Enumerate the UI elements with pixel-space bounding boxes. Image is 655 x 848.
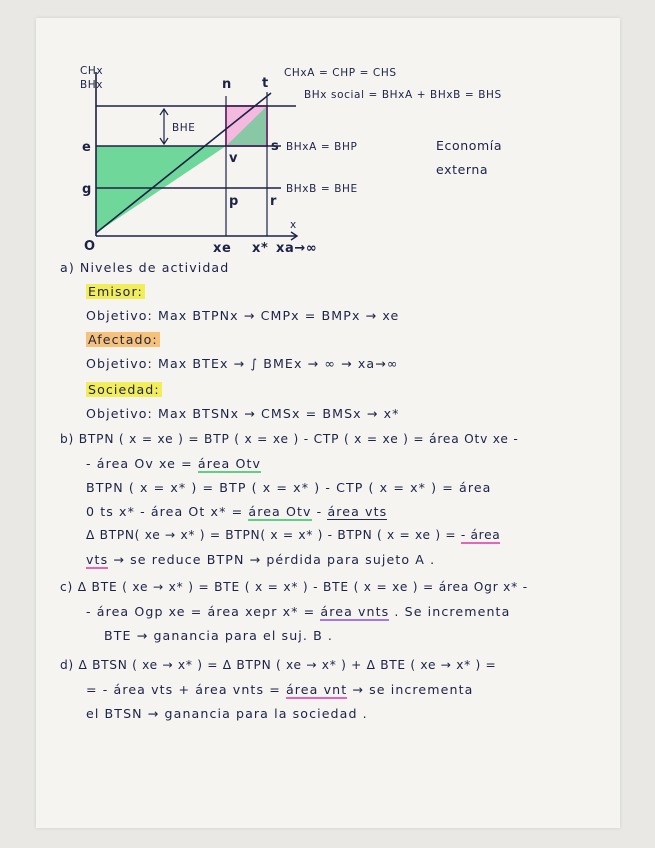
d-line2-text: = - área vts + área vnts = xyxy=(86,682,286,697)
x-tick-xstar: x* xyxy=(252,241,269,256)
d-line2-post: → se incrementa xyxy=(347,682,474,697)
section-b-line-4 xyxy=(86,504,387,519)
emisor-objective: Objetivo: Max BTPNx → CMPx = BMPx → xe xyxy=(86,308,400,323)
afectado-label-text: Afectado: xyxy=(88,332,158,347)
afectado-objective: Objetivo: Max BTEx → ∫ BMEx → ∞ → xa→∞ xyxy=(86,356,399,371)
b-line4-text: 0 ts x* - área Ot x* = xyxy=(86,504,249,519)
bhe-bracket-label: BHE xyxy=(172,122,196,134)
b-line4-mid: - xyxy=(311,504,328,519)
sociedad-objective: Objetivo: Max BTSNx → CMSx = BMSx → x* xyxy=(86,406,400,421)
section-c-line-2 xyxy=(86,604,510,619)
c-line2-post: . Se incrementa xyxy=(389,604,511,619)
section-b-line-2 xyxy=(86,456,261,471)
sociedad-label-text: Sociedad: xyxy=(88,382,160,397)
y-tick-e: e xyxy=(82,140,92,155)
section-c-line-3: BTE → ganancia para el suj. B . xyxy=(104,628,334,643)
point-s: s xyxy=(271,139,280,154)
line-label-top: CHxA = CHP = CHS xyxy=(284,67,397,79)
y-axis-label-2: BHx xyxy=(80,79,104,91)
afectado-label xyxy=(86,332,160,347)
point-n: n xyxy=(222,77,232,92)
section-b-line-3: BTPN ( x = x* ) = BTP ( x = x* ) - CTP ( x = x* ) = área xyxy=(86,480,492,495)
section-d-line-2 xyxy=(86,682,473,697)
point-p: p xyxy=(229,194,239,209)
sociedad-label xyxy=(86,382,162,397)
line-label-bhp: BHxA = BHP xyxy=(286,141,358,153)
notebook-page xyxy=(36,18,620,828)
emisor-label-text: Emisor: xyxy=(88,284,143,299)
c-line2-highlight: área vnts xyxy=(320,604,390,619)
c-line2-text: - área Ogp xe = área xepr x* = xyxy=(86,604,321,619)
y-axis-label-1: CHx xyxy=(80,65,104,77)
point-t: t xyxy=(262,76,269,91)
x-tick-xa: xa→∞ xyxy=(276,241,318,256)
emisor-label xyxy=(86,284,145,299)
b-line4-highlight-1: área Otv xyxy=(248,504,312,519)
b-line5-text: Δ BTPN( xe → x* ) = BTPN( x = x* ) - BTPN ( x = xe ) = xyxy=(86,528,461,542)
y-tick-g: g xyxy=(82,182,92,197)
d-line2-highlight: área vnt xyxy=(285,682,348,697)
section-d-line-3: el BTSN → ganancia para la sociedad . xyxy=(86,706,368,721)
b-line2-text: - área Ov xe = xyxy=(86,456,198,471)
externality-graph xyxy=(76,58,556,268)
area-green-triangle xyxy=(96,146,226,233)
line-label-social: BHx social = BHxA + BHxB = BHS xyxy=(304,89,502,101)
x-tick-xe: xe xyxy=(213,241,232,256)
point-r: r xyxy=(270,194,278,209)
point-v: v xyxy=(229,151,239,166)
side-note-1: Economía xyxy=(436,138,503,153)
b-line4-highlight-2: área vts xyxy=(327,504,388,519)
section-a-title: a) Niveles de actividad xyxy=(60,260,230,275)
section-b-line-5 xyxy=(86,528,500,542)
line-label-bhe: BHxB = BHE xyxy=(286,183,358,195)
b-line5-highlight: - área xyxy=(460,528,501,542)
b-line6-text: → se reduce BTPN → pérdida para sujeto A . xyxy=(108,552,436,567)
origin-label: O xyxy=(84,239,96,254)
section-d-line-1: d) Δ BTSN ( xe → x* ) = Δ BTPN ( xe → x* ) + Δ BTE ( xe → x* ) = xyxy=(60,658,497,672)
section-c-line-1: c) Δ BTE ( xe → x* ) = BTE ( x = x* ) - BTE ( x = xe ) = área Ogr x* - xyxy=(60,580,528,594)
side-note-2: externa xyxy=(436,162,489,177)
x-axis-label: x xyxy=(290,219,297,231)
b-line6-highlight: vts xyxy=(86,552,109,567)
section-b-line-1: b) BTPN ( x = xe ) = BTP ( x = xe ) - CTP ( x = xe ) = área Otv xe - xyxy=(60,432,519,446)
b-line2-highlight: área Otv xyxy=(197,456,262,471)
section-b-line-6 xyxy=(86,552,435,567)
